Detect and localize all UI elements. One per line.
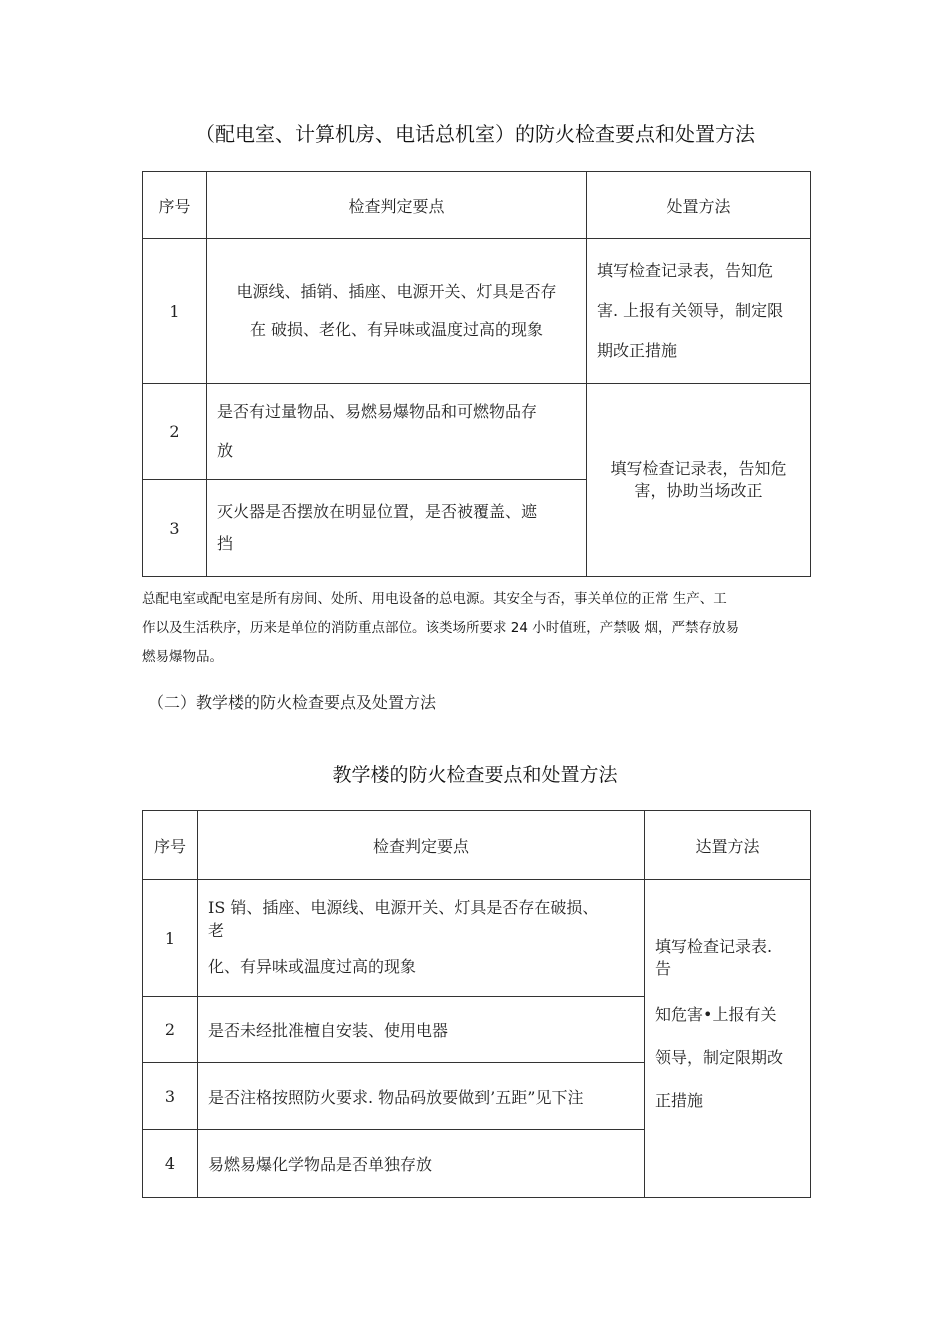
cell-line: 知危害•上报有关 [655,1004,777,1024]
note-line: 总配电室或配电室是所有房间、处所、用电设备的总电源。其安全与否，事关单位的正常 生产、工 [142,591,727,607]
cell-line: 正措施 [655,1091,704,1111]
check-point-cell [207,239,587,384]
table-row [143,239,811,384]
cell-line: 是否未经批准檀自安装、使用电器 [208,1021,449,1040]
note-line: 燃易爆物品。 [142,649,223,665]
row-number: 2 [143,384,207,480]
cell-line: 放 [217,440,234,460]
cell-line: 化、有异味或温度过高的现象 [208,957,417,977]
check-point-cell [207,384,587,480]
cell-line: 害. 上报有关领导，制定限 [597,301,784,320]
table1-header-row [143,172,811,239]
cell-line: 填写检查记录表. [655,937,773,956]
header-seq: 序号 [143,811,198,880]
check-point-cell [198,1130,645,1198]
cell-line: 老 [208,920,225,940]
cell-line: 电源线、插销、插座、电源开关、灯具是否存 [236,281,557,301]
method-cell-merged [645,880,811,1198]
check-point-cell [207,480,587,577]
cell-line: 期改正措施 [597,341,678,360]
cell-line: 是否有过量物品、易燃易爆物品和可燃物品存 [217,402,538,422]
note-line: 作以及生活秩序，历来是单位的消防重点部位。该类场所要求 24 小时值班，产禁吸 烟，严禁存放易 [142,620,740,636]
header-seq: 序号 [143,172,207,239]
table2 [142,810,811,1198]
cell-line: 害，协助当场改正 [634,481,763,500]
row-number: 1 [143,239,207,384]
row-number: 3 [143,1063,198,1130]
header-check-point: 检查判定要点 [207,172,587,239]
cell-line: 领导，制定限期改 [655,1047,784,1067]
row-number: 1 [143,880,198,997]
cell-line: 挡 [217,534,234,553]
cell-line: IS 销、插座、电源线、电源开关、灯具是否存在破损、 [208,898,599,918]
cell-line: 易燃易爆化学物品是否单独存放 [208,1155,433,1174]
cell-line: 是否注格按照防火要求. 物品码放要做到’五距”见下注 [208,1087,584,1107]
cell-line: 灭火器是否摆放在明显位置，是否被覆盖、遮 [217,502,538,521]
row-number: 2 [143,997,198,1063]
table2-title: 教学楼的防火检查要点和处置方法 [332,764,618,786]
row-number: 3 [143,480,207,577]
header-method: 达置方法 [645,811,811,880]
cell-line: 填写检查记录表，告知危 [610,458,787,478]
row-number: 4 [143,1130,198,1198]
section-heading: （二）教学楼的防火检查要点及处置方法 [148,693,437,712]
cell-line: 告 [655,959,672,979]
cell-line: 在 破损、老化、有异味或温度过高的现象 [249,320,544,339]
method-cell-merged [587,384,811,577]
table-row [143,384,811,480]
table1 [142,171,811,577]
check-point-cell [198,1063,645,1130]
check-point-cell [198,997,645,1063]
table1-title: （配电室、计算机房、电话总机室）的防火检查要点和处置方法 [195,122,755,146]
method-cell [587,239,811,384]
cell-line: 填写检查记录表，告知危 [597,261,774,280]
header-method: 处置方法 [587,172,811,239]
table2-header-row [143,811,811,880]
check-point-cell [198,880,645,997]
header-check-point: 检查判定要点 [198,811,645,880]
note-paragraph [142,585,810,672]
table-row [143,880,811,997]
